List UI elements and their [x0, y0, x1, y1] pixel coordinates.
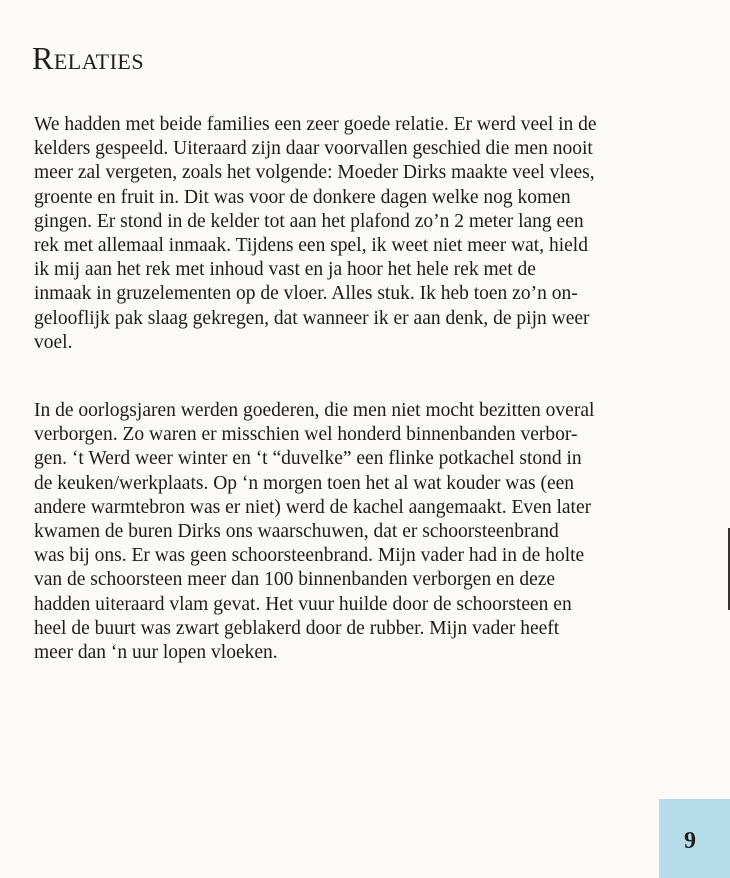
paragraph-line: was bij ons. Er was geen schoorsteenbrand. Mijn vader had in de holte — [34, 545, 585, 567]
paragraph-2 — [34, 399, 594, 665]
paragraph-1 — [34, 113, 597, 355]
paragraph-line: gen. ‘t Werd weer winter en ‘t “duvelke” een flinke potkachel stond in — [34, 448, 582, 470]
paragraph-line: ik mij aan het rek met inhoud vast en ja hoor het hele rek met de — [34, 259, 536, 281]
paragraph-line: van de schoorsteen meer dan 100 binnenbanden verborgen en deze — [34, 569, 556, 591]
paragraph-line: kwamen de buren Dirks ons waarschuwen, dat er schoorsteenbrand — [34, 520, 559, 542]
page-number: 9 — [684, 828, 696, 854]
paragraph-line: voel. — [34, 331, 73, 353]
paragraph-line: meer dan ‘n uur lopen vloeken. — [34, 641, 278, 663]
paragraph-line: gelooflijk pak slaag gekregen, dat wanneer ik er aan denk, de pijn weer — [34, 307, 590, 329]
paragraph-line: We hadden met beide families een zeer goede relatie. Er werd veel in de — [34, 114, 597, 135]
paragraph-line: In de oorlogsjaren werden goederen, die men niet mocht bezitten overal — [34, 400, 595, 421]
paragraph-line: de keuken/werkplaats. Op ‘n morgen toen het al wat kouder was (een — [34, 472, 575, 494]
paragraph-line: gingen. Er stond in de kelder tot aan het plafond zo’n 2 meter lang een — [34, 210, 584, 232]
paragraph-line: rek met allemaal inmaak. Tijdens een spel, ik weet niet meer wat, hield — [34, 234, 588, 256]
paragraph-line: hadden uiteraard vlam gevat. Het vuur huilde door de schoorsteen en — [34, 593, 572, 615]
paragraph-line: andere warmtebron was er niet) werd de kachel aangemaakt. Even later — [34, 496, 592, 518]
paragraph-line: meer zal vergeten, zoals het volgende: Moeder Dirks maakte veel vlees, — [34, 162, 595, 184]
paragraph-line: groente en fruit in. Dit was voor de donkere dagen welke nog komen — [34, 186, 571, 208]
paragraph-line: heel de buurt was zwart geblakerd door de rubber. Mijn vader heeft — [34, 617, 560, 639]
paragraph-line: inmaak in gruzelementen op de vloer. Alles stuk. Ik heb toen zo’n on- — [34, 283, 578, 305]
paragraph-line: verborgen. Zo waren er misschien wel honderd binnenbanden verbor- — [34, 424, 578, 446]
chapter-title: Relaties — [32, 40, 145, 76]
paragraph-line: kelders gespeeld. Uiteraard zijn daar voorvallen geschied die men nooit — [34, 138, 593, 160]
